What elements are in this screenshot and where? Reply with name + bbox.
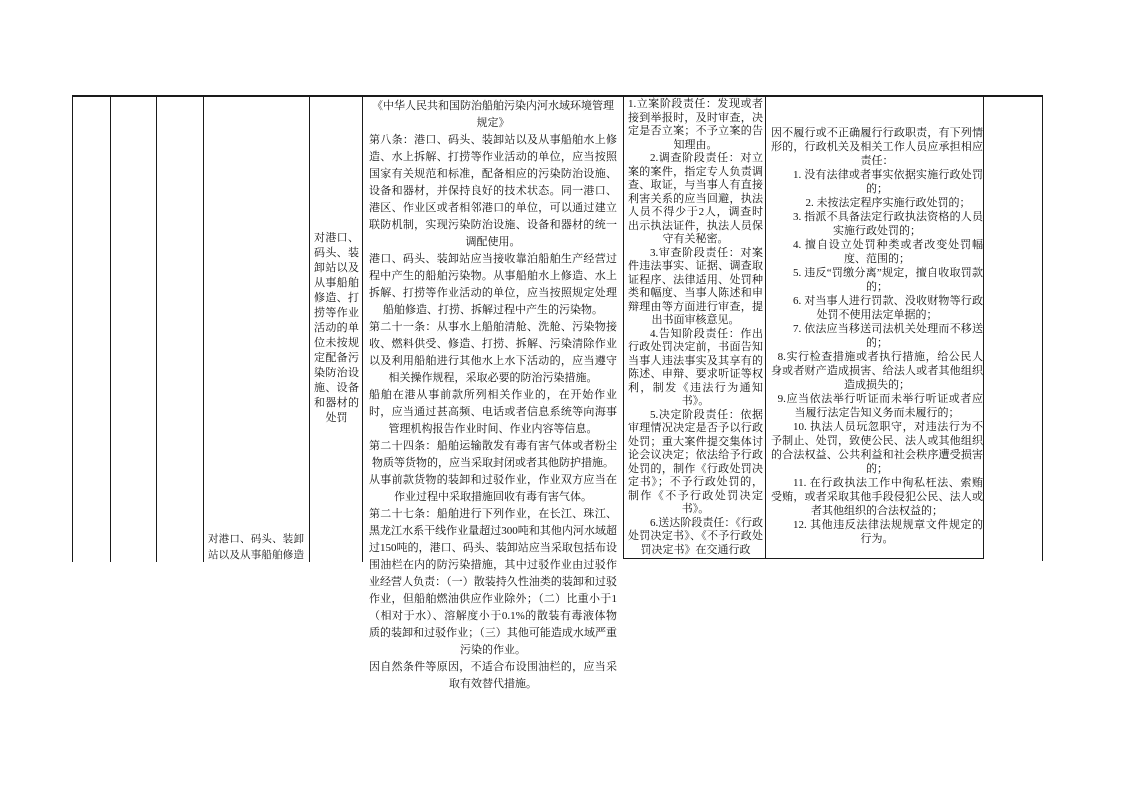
table-vline bbox=[156, 95, 157, 562]
paragraph: 第二十四条：船舶运输散发有毒有害气体或者粉尘物质等货物的，应当采取封闭或者其他防护措施。 bbox=[369, 440, 617, 469]
paragraph: 4. 擅自设立处罚种类或者改变处罚幅度、范围的； bbox=[793, 239, 983, 265]
table-vline bbox=[983, 95, 984, 559]
paragraph: 3. 指派不具备法定行政执法资格的人员实施行政处罚的； bbox=[793, 211, 983, 237]
cell-penalty-item bbox=[314, 98, 359, 558]
table-vline bbox=[72, 95, 73, 562]
paragraph: 1.立案阶段责任：发现或者接到举报时，及时审查，决定是否立案；不予立案的告知理由。 bbox=[628, 98, 763, 151]
paragraph: 6.送达阶段责任：《行政处罚决定书》、《不予行政处罚决定书》在交通行政 bbox=[628, 516, 763, 556]
paragraph: 4.告知阶段责任：作出行政处罚决定前，书面告知当事人违法事实及其享有的陈述、申辩、要求听证等权利，制发《违法行为通知书》。 bbox=[628, 327, 763, 407]
table-bottom-border-segment bbox=[623, 558, 984, 560]
paragraph: 第二十一条：从事水上船舶清舱、洗舱、污染物接收、燃料供受、修造、打捞、拆解、污染清除作业以及利用船舶进行其他水上水下活动的，应当遵守相关操作规程，采取必要的防治污染措施。 bbox=[369, 321, 617, 384]
table-vline bbox=[309, 95, 310, 562]
paragraph: 7. 依法应当移送司法机关处理而不移送的； bbox=[793, 323, 983, 349]
table-vline bbox=[110, 95, 111, 562]
paragraph: 1. 没有法律或者事实依据实施行政处罚的； bbox=[793, 169, 983, 195]
penalty-item-text: 对港口、码头、装卸站以及从事船舶修造、打捞等作业活动的单位未按规定配备污染防治设施、设备和器材的处罚 bbox=[314, 231, 359, 424]
paragraph: 港口、码头、装卸站应当接收靠泊船舶生产经营过程中产生的船舶污染物。从事船舶水上修造、水上拆解、打捞等作业活动的单位，应当按照规定处理船舶修造、打捞、拆解过程中产生的污染物。 bbox=[369, 253, 617, 316]
paragraph: 8.实行检查措施或者执行措施，给公民人身或者财产造成损害、给法人或者其他组织造成损失的； bbox=[771, 351, 983, 391]
paragraph: 5. 违反“罚缴分离”规定，擅自收取罚款的； bbox=[793, 267, 983, 293]
table-vline bbox=[623, 95, 624, 559]
paragraph: 5.决定阶段责任：依据审理情况决定是否予以行政处罚；重大案件提交集体讨论会议决定；依法给予行政处罚的，制作《行政处罚决定书》；不予行政处罚的，制作《不予行政处罚决定书》。 bbox=[628, 408, 763, 515]
table-vline bbox=[765, 95, 766, 559]
law-title: 《中华人民共和国防治船舶污染内河水域环境管理规定》 bbox=[372, 100, 614, 129]
cell-legal-basis bbox=[369, 98, 617, 693]
accountability-items bbox=[771, 168, 983, 546]
penalty-duty-table bbox=[72, 95, 1043, 690]
paragraph: 12. 其他违反法律法规规章文件规定的行为。 bbox=[793, 519, 983, 545]
paragraph: 10. 执法人员玩忽职守，对违法行为不予制止、处罚，致使公民、法人或其他组织的合法权益、公共利益和社会秩序遭受损害的； bbox=[771, 421, 983, 475]
paragraph: 2. 未按法定程序实施行政处罚的； bbox=[805, 197, 971, 209]
paragraph: 船舶在港从事前款所列相关作业的，在开始作业时，应当通过甚高频、电话或者信息系统等向海事管理机构报告作业时间、作业内容等信息。 bbox=[369, 389, 617, 435]
paragraph: 11. 在行政执法工作中徇私枉法、索贿受贿，或者采取其他手段侵犯公民、法人或者其他组织的合法权益的； bbox=[771, 477, 983, 517]
law-articles bbox=[369, 132, 617, 693]
paragraph: 3.审查阶段责任：对案件违法事实、证据、调查取证程序、法律适用、处罚种类和幅度、当事人陈述和申辩理由等方面进行审查，提出书面审核意见。 bbox=[628, 246, 763, 326]
next-item-label-text: 对港口、码头、装卸站以及从事船舶修造 bbox=[208, 534, 304, 561]
paragraph: 2.调查阶段责任：对立案的案件，指定专人负责调查、取证，与当事人有直接利害关系的应当回避，执法人员不得少于2人，调查时出示执法证件，执法人员保守有关秘密。 bbox=[628, 152, 763, 245]
paragraph: 因自然条件等原因，不适合布设围油栏的，应当采取有效替代措施。 bbox=[369, 661, 617, 690]
table-vline bbox=[203, 95, 204, 562]
cell-next-item-label bbox=[208, 532, 304, 563]
table-vline bbox=[362, 95, 363, 562]
accountability-intro: 因不履行或不正确履行行政职责，有下列情形的，行政机关及相关工作人员应承担相应责任： bbox=[771, 127, 983, 167]
cell-accountability bbox=[771, 126, 983, 546]
paragraph: 第二十七条：船舶进行下列作业，在长江、珠江、黑龙江水系干线作业量超过300吨和其他内河水域超过150吨的，港口、码头、装卸站应当采取包括布设围油栏在内的防污染措施，其中过驳作业由过驳作业经营人负责：（一）散装持久性油类的装卸和过驳作业，但船舶燃油供应作业除外；（二）比重小于1（相对于水）、溶解度小于0.1%的散装有毒液体物质的装卸和过驳作业；（三）其他可能造成水域严重污染的作业。 bbox=[369, 508, 617, 656]
paragraph: 6. 对当事人进行罚款、没收财物等行政处罚不使用法定单据的； bbox=[793, 295, 983, 321]
paragraph: 第八条：港口、码头、装卸站以及从事船舶水上修造、水上拆解、打捞等作业活动的单位，应当按照国家有关规范和标准，配备相应的污染防治设施、设备和器材，并保持良好的技术状态。同一港口、港区、作业区或者相邻港口的单位，可以通过建立联防机制，实现污染防治设施、设备和器材的统一调配使用。 bbox=[369, 134, 617, 248]
paragraph: 从事前款货物的装卸和过驳作业，作业双方应当在作业过程中采取措施回收有毒有害气体。 bbox=[369, 474, 617, 503]
table-vline bbox=[1042, 95, 1043, 561]
cell-procedure-steps bbox=[628, 98, 763, 557]
paragraph: 9.应当依法举行听证而未举行听证或者应当履行法定告知义务而未履行的； bbox=[777, 393, 983, 419]
table-top-border bbox=[72, 95, 1043, 97]
